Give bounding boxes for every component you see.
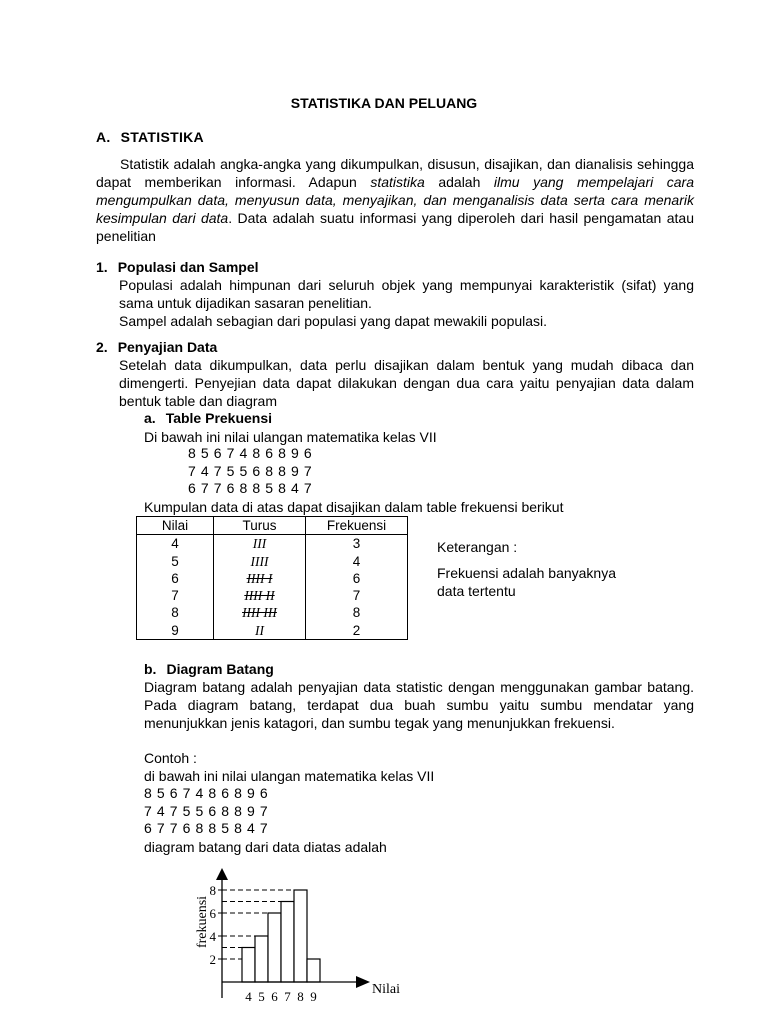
cell-nilai: 6	[137, 570, 214, 587]
sub-a-intro: Di bawah ini nilai ulangan matematika kelas VII	[144, 429, 437, 445]
cell-nilai: 4	[137, 535, 214, 553]
data-row: 7 4 7 5 5 6 8 8 9 7	[144, 802, 269, 819]
intro-text-2: adalah	[424, 174, 494, 190]
note-text-1: Frekuensi adalah banyaknya	[437, 565, 617, 581]
bar-chart	[180, 858, 420, 1006]
item-2-title: Penyajian Data	[117, 339, 218, 355]
x-tick-label: 5	[258, 989, 265, 1004]
item-1-number: 1.	[96, 259, 108, 275]
table-row	[137, 570, 408, 587]
header-frekuensi: Frekuensi	[306, 517, 408, 535]
x-tick-label: 7	[284, 989, 291, 1004]
table-row	[137, 587, 408, 604]
sub-b-label: b.	[144, 661, 157, 677]
x-axis-arrow	[356, 976, 370, 988]
cell-turus: IIII II	[214, 587, 306, 604]
sub-b-title: Diagram Batang	[166, 661, 274, 677]
section-a-paragraph	[96, 155, 694, 245]
item-1-heading	[96, 259, 259, 276]
table-row	[137, 604, 408, 621]
x-axis-label: Nilai	[372, 982, 400, 997]
cell-turus: IIII	[214, 553, 306, 570]
y-tick-label: 8	[209, 883, 216, 898]
data-row: 8 5 6 7 4 8 6 8 9 6	[188, 445, 313, 461]
intro-text-3: . Data adalah suatu informasi yang diperoleh dari hasil pengamatan atau penelitian	[96, 210, 694, 244]
sub-a-label: a.	[144, 410, 156, 426]
x-tick-label: 8	[297, 989, 304, 1004]
header-nilai: Nilai	[137, 517, 214, 535]
sub-a-data-rows	[188, 445, 312, 498]
frequency-table	[136, 516, 408, 640]
sub-a-title: Table Prekuensi	[165, 410, 273, 426]
y-axis-label: frekuensi	[195, 895, 210, 949]
item-2-number: 2.	[96, 339, 108, 355]
cell-frek: 4	[306, 553, 408, 570]
section-a-label: A.	[96, 129, 111, 145]
cell-nilai: 7	[137, 587, 214, 604]
item-2-heading	[96, 339, 217, 356]
bar-8	[294, 890, 307, 982]
bar-6	[268, 913, 281, 982]
header-turus: Turus	[214, 517, 306, 535]
note-title: Keterangan :	[437, 539, 518, 555]
data-row: 7 4 7 5 5 6 8 8 9 7	[188, 462, 313, 479]
cell-nilai: 5	[137, 553, 214, 570]
cell-turus: II	[214, 622, 306, 640]
intro-text-1: Statistik adalah angka-angka yang dikumpulkan, disusun, disajikan, dan dianalisis sehingga dapat memberikan informasi. Adapun	[96, 156, 694, 190]
table-header-row	[137, 517, 408, 535]
cell-nilai: 8	[137, 604, 214, 621]
y-tick-label: 2	[209, 952, 216, 967]
cell-turus: III	[214, 535, 306, 553]
page-title: STATISTIKA DAN PELUANG	[290, 95, 478, 111]
bar-4	[242, 948, 255, 983]
cell-frek: 6	[306, 570, 408, 587]
section-a-title: STATISTIKA	[120, 129, 204, 145]
table-row	[137, 535, 408, 553]
intro-term: statistika	[370, 174, 425, 190]
y-tick-label: 6	[209, 906, 216, 921]
chart-intro: diagram batang dari data diatas adalah	[144, 839, 387, 855]
table-row	[137, 553, 408, 570]
bar-7	[281, 902, 294, 983]
data-row: 6 7 7 6 8 8 5 8 4 7	[144, 820, 269, 836]
cell-turus: IIII I	[214, 570, 306, 587]
item-2-text: Setelah data dikumpulkan, data perlu disajikan dalam bentuk yang mudah dibaca dan dimengerti. Penyejian data dapat dilakukan dengan dua cara yaitu penyajian data dalam bentuk table dan diagram	[119, 357, 694, 409]
sub-b-intro: di bawah ini nilai ulangan matematika kelas VII	[144, 768, 435, 784]
cell-frek: 8	[306, 604, 408, 621]
x-tick-label: 6	[271, 989, 278, 1004]
cell-frek: 7	[306, 587, 408, 604]
y-axis-arrow	[216, 868, 228, 880]
cell-nilai: 9	[137, 622, 214, 640]
y-tick-label: 4	[209, 929, 216, 944]
cell-frek: 2	[306, 622, 408, 640]
sub-b-contoh: Contoh :	[144, 750, 197, 766]
sub-a-heading	[144, 410, 272, 427]
intro-definition: ilmu yang mempelajari cara mengumpulkan data, menyusun data, menyajikan, dan menganalisis data serta cara menarik kesimpulan dari data	[96, 174, 694, 226]
section-a-heading	[96, 129, 204, 146]
x-tick-label: 4	[245, 989, 252, 1004]
x-tick-label: 9	[310, 989, 317, 1004]
item-1-title: Populasi dan Sampel	[117, 259, 259, 275]
cell-frek: 3	[306, 535, 408, 553]
sub-b-text: Diagram batang adalah penyajian data statistic dengan menggunakan gambar batang. Pada diagram batang, terdapat dua buah sumbu yaitu sumbu mendatar yang menunjukkan jenis katagori, dan sumbu tegak yang menunjukkan frekuensi.	[144, 679, 694, 731]
sub-b-data-rows	[144, 785, 268, 838]
note-text-2: data tertentu	[437, 583, 516, 599]
bar-5	[255, 936, 268, 982]
cell-turus: IIII III	[214, 604, 306, 621]
table-row	[137, 622, 408, 640]
data-row: 8 5 6 7 4 8 6 8 9 6	[144, 785, 269, 801]
data-row: 6 7 7 6 8 8 5 8 4 7	[188, 480, 313, 496]
sub-b-heading	[144, 661, 274, 678]
item-1-text-2: Sampel adalah sebagian dari populasi yang dapat mewakili populasi.	[119, 313, 548, 329]
bar-9	[307, 959, 320, 982]
table-intro: Kumpulan data di atas dapat disajikan dalam table frekuensi berikut	[144, 499, 564, 515]
item-1-text-1: Populasi adalah himpunan dari seluruh objek yang mempunyai karakteristik (sifat) yang sama untuk dijadikan sasaran penelitian.	[119, 277, 694, 311]
